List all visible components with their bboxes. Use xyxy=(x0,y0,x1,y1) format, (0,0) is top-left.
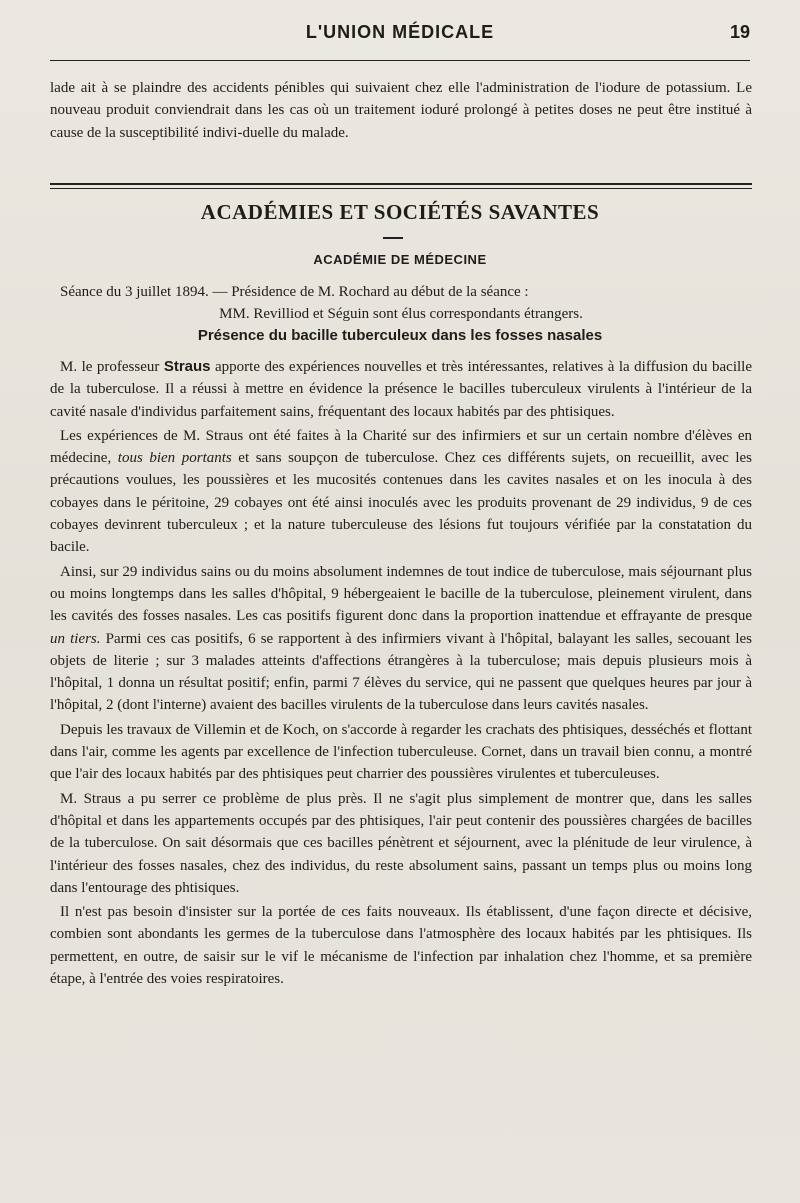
p3-rest: Parmi ces cas positifs, 6 se rapportent à des infirmiers vivant à l'hôpital, balayant les salles, secouant les objets de literie ; sur 3 malades atteints d'affections étrangères à la tuberculose; mais depuis plusieurs mois à l'hôpital, 1 donna un résultat positif; enfin, parmi 7 élèves du service, qui ne passent que quelques heures par jour à l'hôpital, 2 (dont l'interne) avaient des bacilles virulents de la tuberculose dans leurs cavités nasales. xyxy=(50,630,752,714)
paragraph-6: Il n'est pas besoin d'insister sur la portée de ces faits nouveaux. Ils établissent, d'une façon directe et décisive, combien sont abondants les germes de la tuberculose dans l'atmosphère des locaux habités par les phtisiques. Ils permettent, en outre, de saisir sur le vif le mécanisme de l'infection par inhalation chez l'homme, et sa première étape, à l'entrée des voies respiratoires. xyxy=(50,904,752,988)
p1-rest: apporte des expériences nouvelles et très intéressantes, relatives à la diffusion du bacille de la tuberculose. Il a réussi à mettre en évidence la présence le bacilles tuberculeux virulents à l'intérieur de la cavité nasale d'individus parfaitement sains, fréquentant des locaux habités par des phtisiques. xyxy=(50,359,753,420)
seance-line: Séance du 3 juillet 1894. — Présidence de M. Rochard au début de la séance : xyxy=(60,284,529,300)
p1-author-name: Straus xyxy=(163,358,211,375)
paragraph-3 xyxy=(50,561,752,717)
paper-title: Présence du bacille tuberculeux dans les fosses nasales xyxy=(197,327,603,344)
journal-title: L'UNION MÉDICALE xyxy=(305,22,495,42)
paragraph-2 xyxy=(50,425,752,559)
p2-italic: tous bien portants xyxy=(117,450,232,467)
paragraph-1 xyxy=(50,356,752,423)
page-number: 19 xyxy=(729,22,750,42)
page-header xyxy=(50,22,750,48)
p2-rest: et sans soupçon de tuberculose. Chez ces différents sujets, on recueillit, avec les précautions voulues, les poussières et les mucosités contenues dans les cavites nasales et on les inocula à des cobayes dans le péritoine, 29 cobayes ont été ainsi inoculés avec les produits provenant de 29 individus, 9 de ces cobayes devinrent tuberculeux ; et la nature tuberculeuse des lésions fut toujours vérifiée par la constatation du bacile. xyxy=(50,450,752,556)
intro-text: lade ait à se plaindre des accidents pénibles qui suivaient chez elle l'administration de l'iodure de potassium. Le nouveau produit conviendrait dans les cas où un traitement ioduré prolongé à petites doses ne peut être institué à cause de la susceptibilité indivi-duelle du malade. xyxy=(50,80,752,141)
section-title: ACADÉMIES ET SOCIÉTÉS SAVANTES xyxy=(200,200,600,224)
intro-paragraph xyxy=(50,77,752,144)
p3-start: Ainsi, sur 29 individus sains ou du moins absolument indemnes de tout indice de tuberculose, mais séjournant plus ou moins longtemps dans les salles d'hôpital, 9 hébergeaient le bacille de la tuberculose, pleinement virulent, dans les cavités des fosses nasales. Les cas positifs figurent donc dans la proportion inattendue et effrayante de presque xyxy=(50,563,752,625)
p1-start: M. le professeur xyxy=(60,359,164,375)
seance-block xyxy=(50,281,752,326)
header-rule xyxy=(50,60,750,61)
seance-election: MM. Revilliod et Séguin sont élus correspondants étrangers. xyxy=(219,306,583,323)
paragraph-4: Depuis les travaux de Villemin et de Koch, on s'accorde à regarder les crachats des phtisiques, desséchés et flottant dans l'air, comme les agents par excellence de l'infection tuberculeuse. Cornet, dans un travail bien connu, a montré que l'air des locaux habités par des phtisiques peut charrier des poussières virulentes et tuberculeuses. xyxy=(50,721,752,783)
title-dash xyxy=(383,237,403,239)
paragraph-5: M. Straus a pu serrer ce problème de plus près. Il ne s'agit plus simplement de montrer que, dans les salles d'hôpital et dans les appartements occupés par des phtisiques, l'air peut contenir des poussières chargées de bacilles de la tuberculose. On sait désormais que ces bacilles pénètrent et séjournent, avec la plénitude de leur virulence, à l'intérieur des fosses nasales, chez des individus, du reste absolument sains, passant un temps plus ou moins long dans l'entourage des phtisiques. xyxy=(50,790,752,896)
section-divider xyxy=(50,183,752,189)
subsection-title: ACADÉMIE DE MÉDECINE xyxy=(313,252,487,267)
p2-start: Les expériences de M. Straus ont été faites à la Charité sur des infirmiers et sur un certain nombre d'élèves en médecine, xyxy=(50,427,752,467)
p3-italic: un tiers. xyxy=(50,630,101,647)
article-body xyxy=(50,356,752,992)
